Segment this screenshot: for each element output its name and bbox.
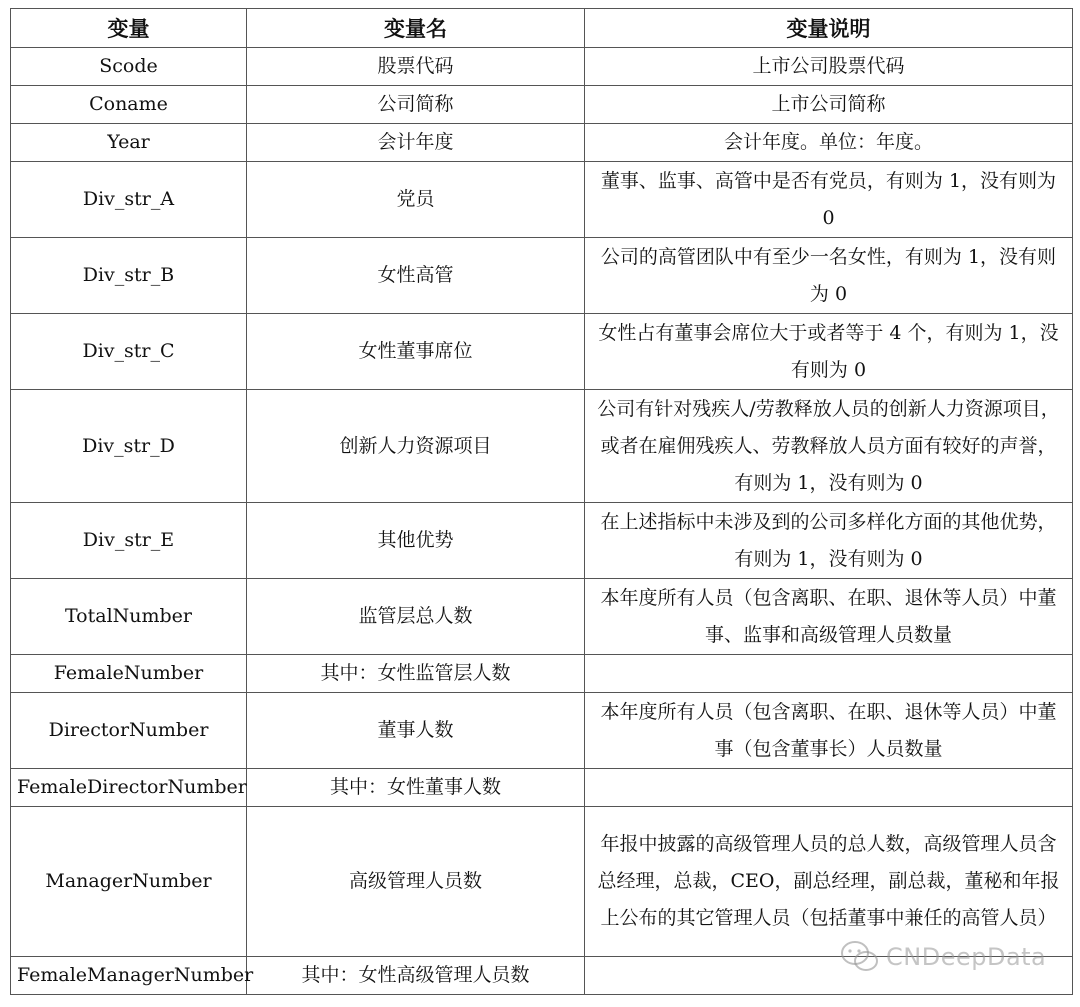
header-row [11, 9, 1073, 48]
table-row [11, 86, 1073, 124]
cell-code: ManagerNumber [11, 807, 247, 957]
table-row [11, 238, 1073, 314]
cell-desc: 公司的高管团队中有至少一名女性，有则为 1，没有则为 0 [585, 238, 1073, 314]
header-variable-name: 变量名 [247, 9, 585, 48]
cell-code: Scode [11, 48, 247, 86]
cell-code: TotalNumber [11, 579, 247, 655]
cell-code: FemaleNumber [11, 655, 247, 693]
cell-desc: 女性占有董事会席位大于或者等于 4 个，有则为 1，没有则为 0 [585, 314, 1073, 390]
header-variable: 变量 [11, 9, 247, 48]
cell-name: 其中：女性高级管理人员数 [247, 957, 585, 995]
table-row [11, 503, 1073, 579]
cell-code: Div_str_E [11, 503, 247, 579]
cell-desc: 本年度所有人员（包含离职、在职、退休等人员）中董事（包含董事长）人员数量 [585, 693, 1073, 769]
watermark [840, 940, 1046, 974]
cell-code: Div_str_A [11, 162, 247, 238]
cell-desc: 年报中披露的高级管理人员的总人数，高级管理人员含总经理，总裁，CEO，副总经理，副总裁，董秘和年报上公布的其它管理人员（包括董事中兼任的高管人员） [585, 807, 1073, 957]
cell-desc: 上市公司股票代码 [585, 48, 1073, 86]
cell-name: 监管层总人数 [247, 579, 585, 655]
table-row [11, 48, 1073, 86]
table-row [11, 124, 1073, 162]
variable-table [10, 8, 1073, 995]
wechat-icon [840, 940, 880, 974]
cell-code: FemaleManagerNumber [11, 957, 247, 995]
cell-desc [585, 655, 1073, 693]
cell-code: Div_str_D [11, 390, 247, 503]
cell-name: 其中：女性董事人数 [247, 769, 585, 807]
cell-name: 董事人数 [247, 693, 585, 769]
cell-code: Div_str_C [11, 314, 247, 390]
cell-name: 其他优势 [247, 503, 585, 579]
cell-name: 创新人力资源项目 [247, 390, 585, 503]
table-row [11, 807, 1073, 957]
cell-code: DirectorNumber [11, 693, 247, 769]
table-row [11, 162, 1073, 238]
cell-name: 党员 [247, 162, 585, 238]
table-row [11, 693, 1073, 769]
table-row [11, 579, 1073, 655]
table-row [11, 769, 1073, 807]
cell-code: Year [11, 124, 247, 162]
cell-name: 股票代码 [247, 48, 585, 86]
cell-name: 会计年度 [247, 124, 585, 162]
table-row [11, 314, 1073, 390]
cell-name: 女性高管 [247, 238, 585, 314]
cell-desc: 会计年度。单位：年度。 [585, 124, 1073, 162]
cell-name: 公司简称 [247, 86, 585, 124]
cell-code: FemaleDirectorNumber [11, 769, 247, 807]
table-row [11, 655, 1073, 693]
cell-desc: 董事、监事、高管中是否有党员，有则为 1，没有则为 0 [585, 162, 1073, 238]
cell-desc: 公司有针对残疾人/劳教释放人员的创新人力资源项目，或者在雇佣残疾人、劳教释放人员方面有较好的声誉，有则为 1，没有则为 0 [585, 390, 1073, 503]
cell-code: Coname [11, 86, 247, 124]
cell-code: Div_str_B [11, 238, 247, 314]
cell-name: 女性董事席位 [247, 314, 585, 390]
cell-name: 其中：女性监管层人数 [247, 655, 585, 693]
table-row [11, 390, 1073, 503]
cell-desc: 本年度所有人员（包含离职、在职、退休等人员）中董事、监事和高级管理人员数量 [585, 579, 1073, 655]
header-variable-description: 变量说明 [585, 9, 1073, 48]
cell-name: 高级管理人员数 [247, 807, 585, 957]
cell-desc [585, 769, 1073, 807]
cell-desc: 上市公司简称 [585, 86, 1073, 124]
cell-desc: 在上述指标中未涉及到的公司多样化方面的其他优势，有则为 1，没有则为 0 [585, 503, 1073, 579]
watermark-text: CNDeepData [886, 943, 1047, 971]
